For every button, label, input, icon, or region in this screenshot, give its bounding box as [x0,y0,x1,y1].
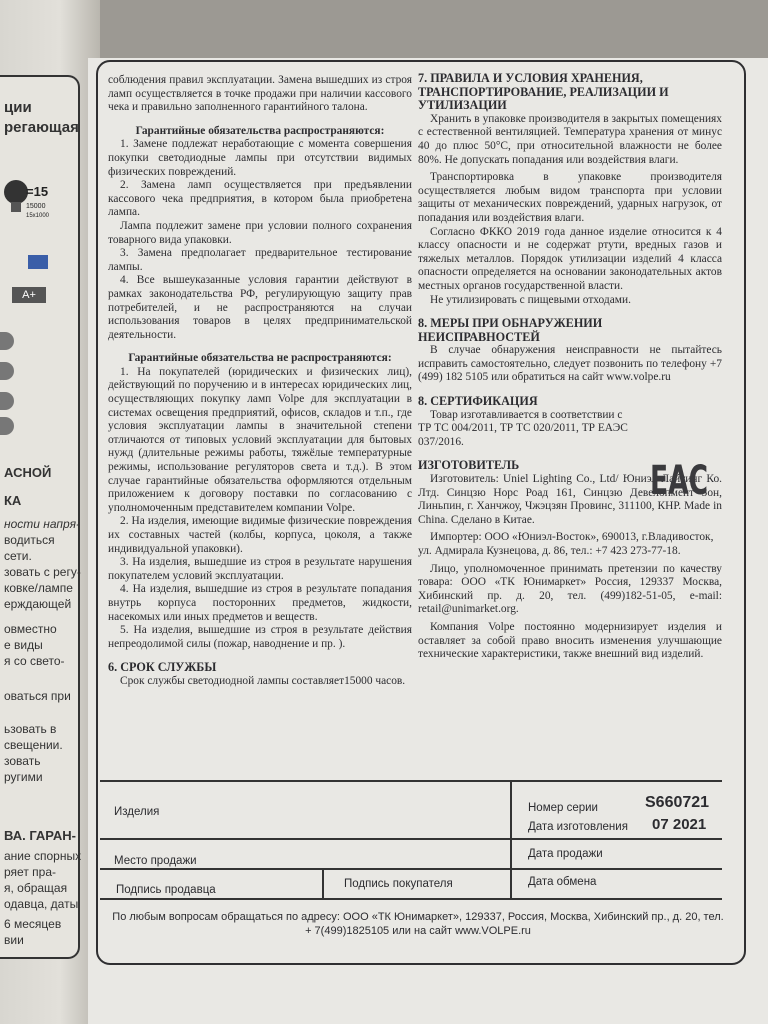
energy-scale-bar [0,417,14,435]
sale-date-label: Дата продажи [528,848,603,860]
form-divider [510,780,512,898]
footer-contact [108,910,728,938]
left-line: е виды [4,638,43,652]
serial-label: Номер серии [528,802,598,814]
lamp-icon [2,172,50,222]
warranty-item: 3. Замена предполагает предварительное тестирование лампы. [108,247,412,273]
left-line: водиться [4,533,55,547]
adjacent-page-fragment [0,75,80,959]
left-line: я, обращая [4,881,68,895]
left-line: вии [4,933,24,947]
disposal-paragraph: Согласно ФККО 2019 года данное изделие относится к 4 классу опасности и не содержат ртути, вредных газов и тяжелых металлов. Порядок утилизации изделий 4 класса опасности определяется на основании законодательных актов местных органов государственной власти. [418,225,722,292]
exclusion-item: 5. На изделия, вышедшие из строя в результате действия непреодолимой силы (пожар, наводнение и пр. ). [108,624,412,650]
left-column [108,74,412,689]
exclusion-item: 3. На изделия, вышедшие из строя в результате нарушения покупателем условий эксплуатации. [108,556,412,582]
lamp-lm2-text: 15x1000 [26,213,50,219]
left-line: ковке/лампе [4,581,73,595]
seller-signature-label: Подпись продавца [116,884,216,896]
certification-text: Товар изготавливается в соответствии с ТР ТС 004/2011, ТР ТС 020/2011, ТР ЕАЭС 037/2016. [418,408,628,448]
left-line: ьзовать в [4,722,57,736]
manufacturer-heading: ИЗГОТОВИТЕЛЬ [418,458,520,473]
warranty-item: 4. Все вышеуказанные условия гарантии действуют в рамках законодательства РФ, регулирующую защиту прав потребителей, и не распространяются на случаи использования товаров в целях предпринимательской деятельности. [108,274,412,341]
eu-flag-icon [28,255,48,269]
exclusion-item: 4. На изделия, вышедшие из строя в результате попадания внутрь корпуса посторонних предметов, жидкости, насекомых или иных предметов и веществ. [108,583,412,623]
section-6-heading: 6. СРОК СЛУЖБЫ [108,660,217,675]
form-rule [100,838,722,840]
section-8-cert-heading: 8. СЕРТИФИКАЦИЯ [418,394,538,409]
energy-class-badge: A+ [12,287,46,303]
form-divider [322,868,324,898]
left-line: 6 месяцев [4,917,62,931]
left-line: овместно [4,622,57,636]
warranty-item: 1. Замене подлежат неработающие с момента совершения покупки светодиодные лампы при отсутствии видимых физических повреждений. [108,138,412,178]
manufacturer-text: Изготовитель: Uniel Lighting Co., Ltd/ Юниэл Лайтинг Ко. Лтд. Синцзю Норс Роад 161, Синцзю Девелопмент Зон, Линьпин, г. Ханчжоу, Чжэцзян Провинс, 311100, КНР. Made in China. Сделано в Китае. [418,473,722,526]
left-line: ВА. ГАРАН- [4,828,76,843]
lamp-watt-text: =15 [26,184,49,199]
right-column [418,72,722,662]
left-heading-2: регающая [4,119,79,136]
energy-scale-bar [0,392,14,410]
intro-paragraph: соблюдения правил эксплуатации. Замена вышедших из строя ламп осуществляется в точке продажи при наличии кассового чека и правильно заполненного гарантийного талона. [108,74,412,114]
left-line: сети. [4,549,32,563]
service-life-text: Срок службы светодиодной лампы составляет15000 часов. [120,674,406,687]
eac-mark-icon [650,452,710,504]
exclusion-item: 2. На изделия, имеющие видимые физические повреждения их составных частей (колбы, корпуса, цоколя, а также индивидуальной упаковки). [108,515,412,555]
form-rule [100,868,722,870]
transport-paragraph: Транспортировка в упаковке производителя осуществляется любым видом транспорта при условии защиты от механических повреждений, ударных нагрузок, от попадания или воздействия влаги. [418,171,722,224]
left-line: свещении. [4,738,63,752]
left-line: я со свето- [4,654,65,668]
left-line: АСНОЙ [4,465,52,480]
form-rule [100,780,722,782]
left-line: ание спорных [4,849,82,863]
buyer-signature-label: Подпись покупателя [344,878,453,890]
left-line: ерждающей [4,597,72,611]
left-line: ности напря- [4,517,80,531]
warranty-item: Лампа подлежит замене при условии полного сохранения товарного вида упаковки. [108,219,412,246]
serial-value: S660721 [645,794,710,811]
exchange-date-label: Дата обмена [528,876,597,888]
faults-text: В случае обнаружения неисправности не пытайтесь исправить самостоятельно, следует позвонить по телефону +7 (499) 182 5105 или обратиться на сайт www.volpe.ru [418,344,722,384]
warranty-excluded-heading: Гарантийные обязательства не распространяются: [128,352,392,365]
storage-paragraph: Хранить в упаковке производителя в закрытых помещениях с естественной вентиляцией. Температура хранения от минус 40 до плюс 50°С, при относительной влажности не более 80%. Не допускать попадания или воздействия влаги. [418,112,722,166]
mfg-date-value: 07 2021 [652,816,707,833]
claims-contact-text: Лицо, уполномоченное принимать претензии по качеству товара: ООО «ТК Юнимаркет» Россия, 129337 Москва, Хибинский пр. д. 20, тел. (499)182-51-05, e-mail: retail@unimarket.org. [418,562,722,616]
place-of-sale-label: Место продажи [114,855,197,867]
energy-scale-bar [0,362,14,380]
left-line: ряет пра- [4,865,56,879]
section-8-faults-heading: 8. МЕРЫ ПРИ ОБНАРУЖЕНИИ НЕИСПРАВНОСТЕЙ [418,316,603,344]
section-7-heading: 7. ПРАВИЛА И УСЛОВИЯ ХРАНЕНИЯ, ТРАНСПОРТИРОВАНИЕ, РЕАЛИЗАЦИИ И УТИЛИЗАЦИИ [418,71,669,113]
left-line: одавца, даты [4,897,79,911]
exclusion-item: 1. На покупателей (юридических и физических лиц), действующий по поручению и в интересах юридических лиц, осуществляющих покупку ламп Volpe для эксплуатации в системах освещения предприятий, офисов, складов и т.п., где условия эксплуатации лампы в значительной степени отличаются от типовых условий эксплуатации для бытовых нужд (длительные режимы работы, тяжёлые температурные режимы, использование регуляторов света и т.д.). В этом случае гарантийные обязательства оформляются отдельным приложением к договору поставки по согласованию с уполномоченным представителем компании Volpe. [108,365,412,514]
footer-line-1: По любым вопросам обращаться по адресу: ООО «ТК Юнимаркет», 129337, Россия, Москва, Хибинский пр., д. 20, тел. [112,911,724,923]
form-rule [100,898,722,900]
mfg-date-label: Дата изготовления [528,821,628,833]
left-heading-1: ции [4,99,32,116]
left-line: КА [4,493,22,508]
footer-line-2: + 7(499)1825105 или на сайт www.VOLPE.ru [305,925,531,937]
importer-text: Импортер: ООО «Юниэл-Восток», 690013, г.Владивосток, ул. Адмирала Кузнецова, д. 86, тел.: +7 423 273-77-18. [418,531,714,557]
warranty-applies-heading: Гарантийные обязательства распространяются: [135,124,385,137]
energy-scale-bar [0,332,14,350]
warranty-form [100,780,722,900]
left-line: зовать с регу- [4,565,81,579]
modernization-note: Компания Volpe постоянно модернизирует изделия и оставляет за собой право вносить изменения улучшающие технические характеристики, также внешний вид изделий. [418,620,722,661]
left-line: зовать [4,754,41,768]
lamp-lm-text: 15000 [26,203,46,210]
eac-mark-text: EAC [650,458,708,504]
warranty-item: 2. Замена ламп осуществляется при предъявлении кассового чека предприятия, в котором была приобретена лампа. [108,179,412,219]
left-line: оваться при [4,689,71,703]
food-waste-note: Не утилизировать с пищевыми отходами. [430,293,631,306]
product-label: Изделия [114,806,160,818]
left-line: ругими [4,770,43,784]
